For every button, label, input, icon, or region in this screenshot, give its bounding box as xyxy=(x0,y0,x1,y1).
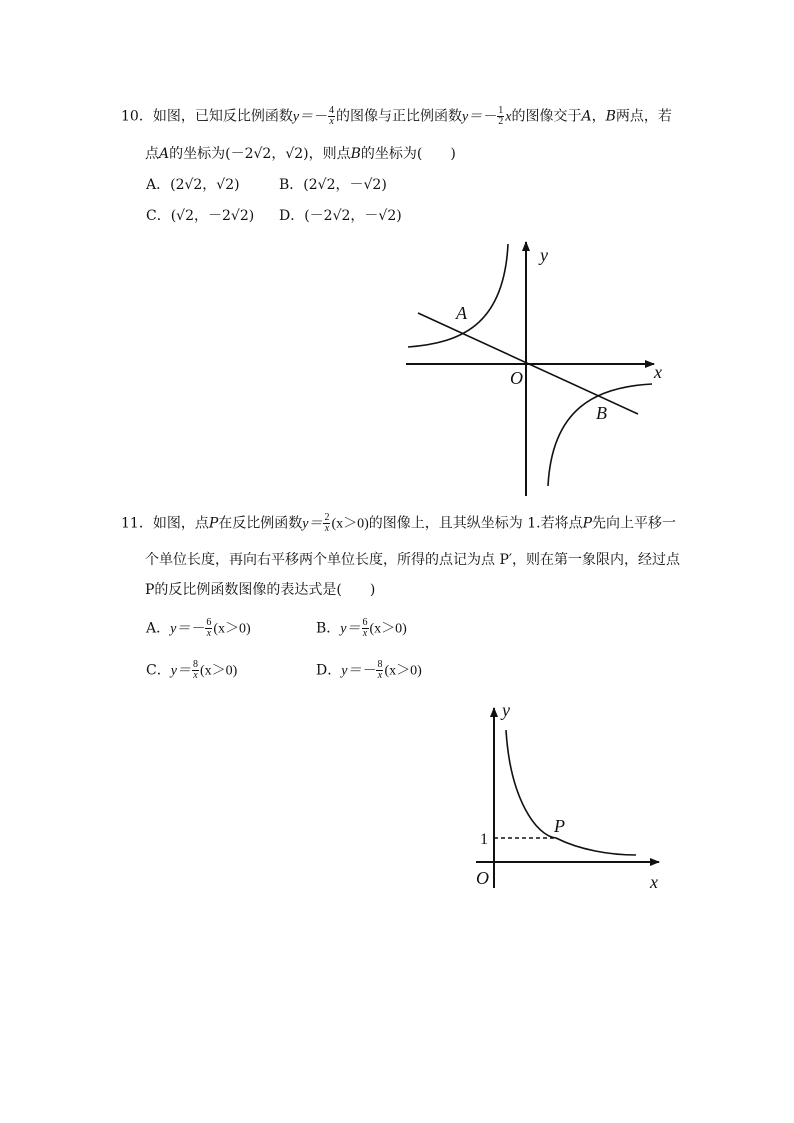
q11-label-x: x xyxy=(650,872,658,892)
q11-option-b[interactable] xyxy=(316,618,407,640)
q11-option-c[interactable] xyxy=(146,660,237,682)
q11-option-a-domain: (x＞0) xyxy=(213,621,251,637)
q10-line-2-e: 的坐标为( ) xyxy=(360,146,456,162)
q11-label-o: O xyxy=(476,868,489,888)
q10-comma: ， xyxy=(591,108,606,125)
q10-option-d[interactable]: D．(－2√2，－√2) xyxy=(279,208,402,224)
q11-option-a-label: A． xyxy=(146,620,171,637)
q11-option-c-denominator: x xyxy=(193,670,198,681)
q10-line-2-point-b: B xyxy=(350,146,361,162)
q11-line-2: 个单位长度，再向右平移两个单位长度，所得的点记为点 P′，则在第一象限内，经过点 xyxy=(145,552,681,568)
q10-point-b: B xyxy=(605,108,616,125)
q11-figure xyxy=(470,698,670,893)
q10-label-o: O xyxy=(510,368,523,388)
q11-option-c-domain: (x＞0) xyxy=(199,663,238,679)
q11-option-a-fraction xyxy=(205,618,212,639)
q11-option-b-fraction xyxy=(362,618,369,639)
q10-line-1 xyxy=(121,106,672,128)
q11-option-b-label: B． xyxy=(316,620,341,637)
q10-line-2-c: 的坐标为(－2√2，√2)，则点 xyxy=(169,146,351,162)
q10-label-y: y xyxy=(540,245,548,265)
q10-text-4: 两点，若 xyxy=(615,108,672,125)
q11-option-c-prefix: y＝ xyxy=(170,663,191,679)
q10-option-c[interactable]: C．(√2，－2√2) xyxy=(146,208,255,224)
q11-option-a-prefix: y＝－ xyxy=(170,621,205,637)
q10-text-1: 如图，已知反比例函数 xyxy=(152,108,293,125)
q11-option-a-numerator: 6 xyxy=(206,617,212,628)
q11-option-d-fraction xyxy=(376,660,383,681)
q10-text-2: 的图像与正比例函数 xyxy=(336,108,463,125)
q11-line-3: P的反比例函数图像的表达式是( ) xyxy=(145,582,376,598)
q11-option-d-prefix: y＝－ xyxy=(341,663,376,679)
q11-label-y: y xyxy=(502,700,510,720)
q10-option-b[interactable]: B．(2√2，－√2) xyxy=(279,177,387,193)
q10-option-a[interactable]: A．(2√2，√2) xyxy=(146,177,240,193)
q11-formula-numerator: 2 xyxy=(324,512,330,523)
q10-formula-1-numerator: 4 xyxy=(329,105,335,116)
q10-point-a: A xyxy=(581,108,592,125)
q10-line-2-a: 点 xyxy=(145,146,159,162)
q11-label-p: P xyxy=(554,816,565,836)
q10-label-b: B xyxy=(596,403,607,423)
q11-formula-domain: (x＞0) xyxy=(331,516,369,532)
q11-line-1 xyxy=(121,513,676,535)
q11-formula-fraction xyxy=(323,513,330,534)
q11-option-b-numerator: 6 xyxy=(362,617,368,628)
q10-hyperbola-lower-right xyxy=(548,384,652,486)
q10-formula-2-prefix: y＝－ xyxy=(462,109,497,125)
q10-formula-1-denominator: x xyxy=(329,116,334,127)
q11-option-d[interactable] xyxy=(316,660,422,682)
q11-option-a-denominator: x xyxy=(206,628,212,639)
q11-option-b-denominator: x xyxy=(362,628,368,639)
q11-option-b-domain: (x＞0) xyxy=(369,621,407,637)
q11-text-1: 如图，点 xyxy=(152,515,209,532)
q10-formula-2-suffix: x xyxy=(505,109,512,125)
q11-point-p-2: P xyxy=(582,515,593,532)
q10-formula-2-numerator: 1 xyxy=(498,105,504,116)
q10-formula-2-fraction xyxy=(497,106,504,127)
q10-line-2-point-a: A xyxy=(159,146,170,162)
q10-text-3: 的图像交于 xyxy=(511,108,582,125)
q11-option-c-label: C． xyxy=(146,662,171,679)
q11-hyperbola xyxy=(506,730,636,855)
q11-formula-prefix: y＝ xyxy=(302,516,323,532)
q10-label-a: A xyxy=(456,303,467,323)
q11-text-3: 的图像上，且其纵坐标为 1.若将点 xyxy=(368,515,583,532)
q11-option-d-numerator: 8 xyxy=(377,659,383,670)
q11-option-d-domain: (x＞0) xyxy=(384,663,422,679)
q11-number: 11． xyxy=(121,515,153,532)
q11-option-d-denominator: x xyxy=(377,670,383,681)
q11-text-5: 先向上平移一 xyxy=(592,515,677,532)
q11-formula-denominator: x xyxy=(324,523,330,534)
q10-figure xyxy=(400,236,670,498)
q11-label-1: 1 xyxy=(480,831,488,848)
q10-line-2 xyxy=(145,144,456,164)
q11-option-c-numerator: 8 xyxy=(192,659,198,670)
q11-option-c-fraction xyxy=(192,660,199,681)
q10-label-x: x xyxy=(654,362,662,382)
q10-formula-1-prefix: y＝－ xyxy=(292,109,328,125)
q11-text-2: 在反比例函数 xyxy=(218,515,303,532)
q10-formula-1-fraction xyxy=(328,106,335,127)
q11-point-p: P xyxy=(208,515,219,532)
q10-formula-2-denominator: 2 xyxy=(498,116,504,127)
q11-option-d-label: D． xyxy=(316,662,342,679)
q11-option-a[interactable] xyxy=(146,618,251,640)
q10-number: 10． xyxy=(121,108,153,125)
q11-option-b-prefix: y＝ xyxy=(340,621,361,637)
